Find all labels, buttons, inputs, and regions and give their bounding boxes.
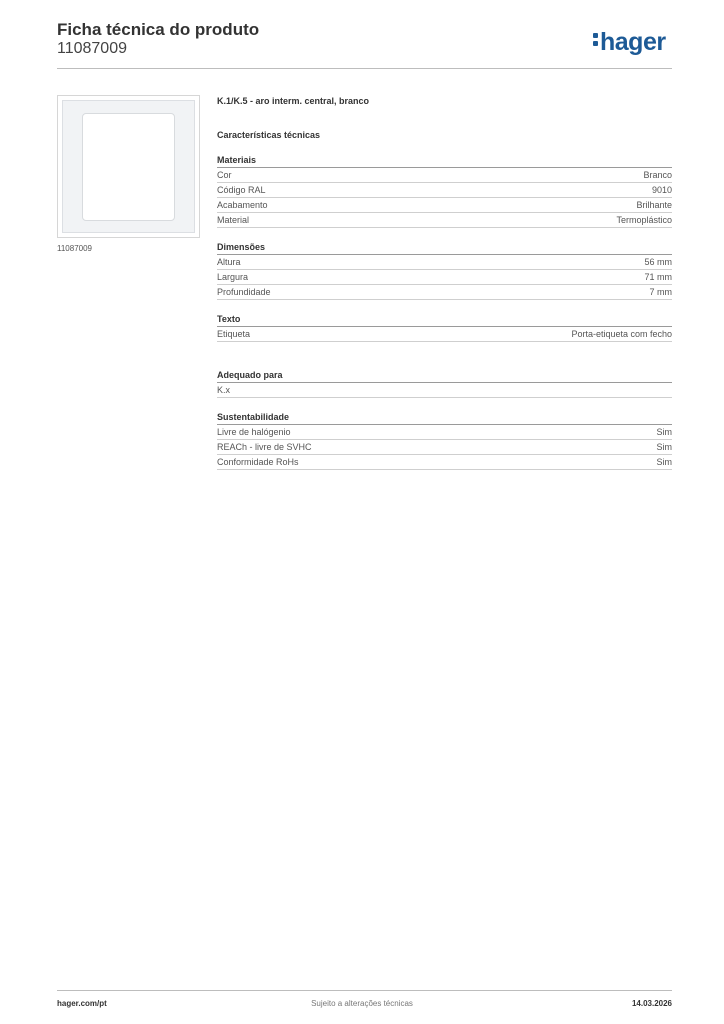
spec-label: Largura [217,272,249,282]
footer-note: Sujeito a alterações técnicas [311,999,413,1008]
spec-value: Sim [656,442,672,452]
group-title: Adequado para [217,369,672,383]
spec-row [217,198,672,213]
spec-row [217,285,672,300]
spec-label: K.x [217,385,231,395]
spec-label: Código RAL [217,185,266,195]
spec-value: Porta-etiqueta com fecho [571,329,672,339]
frame-illustration [62,100,195,233]
spec-content [217,95,672,470]
document-title: Ficha técnica do produto [57,20,260,39]
product-image-caption: 11087009 [57,244,92,253]
group-title: Materiais [217,154,672,168]
spec-label: Livre de halógenio [217,427,291,437]
footer-divider [57,990,672,991]
spec-row [217,168,672,183]
spec-label: Material [217,215,250,225]
spec-label: Conformidade RoHs [217,457,299,467]
spec-label: Cor [217,170,232,180]
spec-value: 56 mm [644,257,672,267]
logo-colon-icon [593,32,599,48]
spec-row [217,455,672,470]
group-title: Sustentabilidade [217,411,672,425]
section-title: Características técnicas [217,130,321,140]
spec-label: Acabamento [217,200,268,210]
spec-value: 71 mm [644,272,672,282]
spec-label: Profundidade [217,287,271,297]
spec-group-texto [217,313,672,342]
hager-logo [593,28,666,56]
spec-row [217,383,672,398]
spec-label: REACh - livre de SVHC [217,442,312,452]
group-title: Texto [217,313,672,327]
spec-value: Termoplástico [616,215,672,225]
group-title: Dimensões [217,241,672,255]
spec-row [217,213,672,228]
footer-date: 14.03.2026 [631,999,672,1008]
spec-value: Sim [656,457,672,467]
logo-text: hager [600,28,666,56]
header-divider [57,68,672,69]
spec-row [217,255,672,270]
product-reference: 11087009 [57,40,127,57]
spec-group-dimensoes [217,241,672,300]
spec-row [217,183,672,198]
spec-row [217,440,672,455]
spec-value: 7 mm [649,287,672,297]
footer-website: hager.com/pt [57,999,107,1008]
spec-value: Brilhante [636,200,672,210]
product-image [57,95,200,238]
spec-value: Branco [643,170,672,180]
spec-group-adequado-para [217,369,672,398]
spec-value: 9010 [651,185,672,195]
frame-opening [82,113,175,221]
spec-label: Etiqueta [217,329,251,339]
spec-value: Sim [656,427,672,437]
spec-row [217,425,672,440]
spec-label: Altura [217,257,241,267]
product-name: K.1/K.5 - aro interm. central, branco [217,96,370,106]
spec-group-sustentabilidade [217,411,672,470]
spec-row [217,327,672,342]
spec-row [217,270,672,285]
spec-group-materiais [217,154,672,228]
